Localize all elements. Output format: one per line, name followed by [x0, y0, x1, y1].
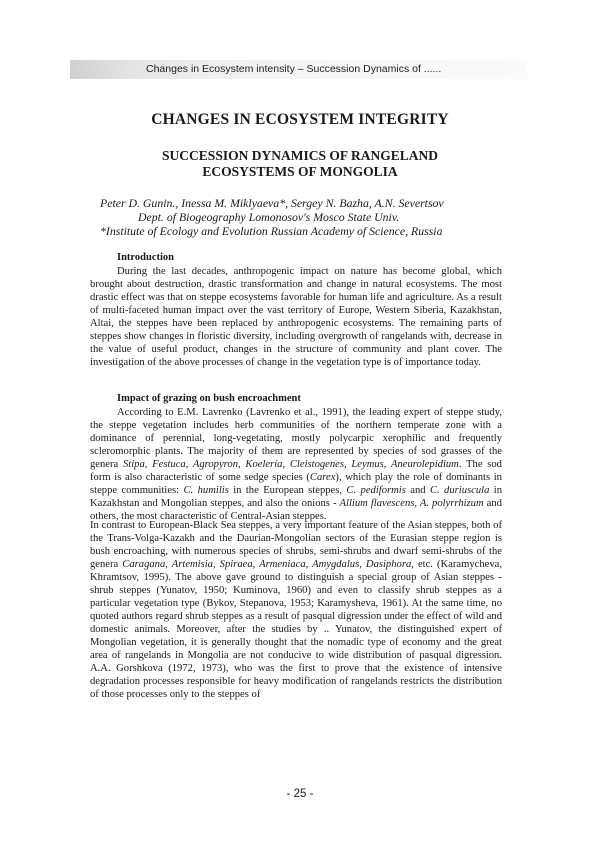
section-heading-grazing: Impact of grazing on bush encroachment [117, 393, 301, 404]
paper-title: CHANGES IN ECOSYSTEM INTEGRITY [151, 111, 449, 128]
affiliation-1: Dept. of Biogeography Lomonosov's Mosco State Univ. [138, 210, 400, 224]
affiliation-2: *Institute of Ecology and Evolution Russian Academy of Science, Russia [100, 224, 443, 238]
running-head: Changes in Ecosystem intensity – Succession Dynamics of ...... [146, 63, 442, 75]
page-number: - 25 - [286, 788, 314, 800]
paper-subtitle-line-2: ECOSYSTEMS OF MONGOLIA [202, 164, 398, 179]
paper-subtitle-line-1: SUCCESSION DYNAMICS OF RANGELAND [162, 148, 438, 163]
section-paragraph-2: In contrast to European-Black Sea steppes, a very important feature of the Asian steppes, both of the Trans-Volga-Kazakh and the Daurian-Mongolian sectors of the Eurasian steppe region is bush encroaching, with numerous species of shrubs, semi-shrubs and dwarf semi-shrubs of the genera Caragana, Artemisia, Spiraea, Armeniaca, Amygdalus, Dasiphora, etc. (Karamycheva, Khramtsov, 1995). The above gave ground to distinguish a special group of Asian steppes - shrub steppes (Yunatov, 1950; Kuminova, 1960) and even to classify shrub steppes as a particular vegetation type (Bykov, Stepanova, 1953; Karamysheva, 1961). At the same time, no quoted authors regard shrub steppes as a result of pasqual digression under the effect of wild and domestic animals. Moreover, after the studies by .. Yunatov, the distinguished expert of Mongolian vegetation, it is generally thought that the nomadic type of economy and the great area of rangelands in Mongolia are not conducive to wide distribution of pasqual digression. A.A. Gorshkova (1972, 1973), who was the first to prove that the existence of intensive degradation processes responsible for heavy modification of rangelands restricts the distribution of those processes only to the steppes of [90, 520, 502, 700]
section-paragraph-1: According to E.M. Lavrenko (Lavrenko et al., 1991), the leading expert of steppe study, the steppe vegetation includes herb communities of the northern temperate zone with a dominance of perennial, long-vegetating, mostly polycarpic xerophilic and frequently scleromorphic plants. The majority of them are represented by species of sod grasses of the genera Stipa, Festuca, Agropyron, Koeleria, Cleistogenes, Leymus, Aneurolepidium. The sod form is also characteristic of some sedge species (Carex), which play the role of dominants in steppe communities: C. humilis in the European steppes, C. pediformis and C. duriuscula in Kazakhstan and Mongolian steppes, and also the onions - Allium flavescens, A. polyrrhizum and others, the most characteristic of Central-Asian steppes. [90, 407, 503, 522]
introduction-paragraph: During the last decades, anthropogenic impact on nature has become global, which brought about destruction, drastic transformation and change in natural ecosystems. The most drastic effect was that on steppe ecosystems favorable for human life and agriculture. As a result of multi-faceted human impact over the vast territory of Europe, Western Siberia, Kazakhstan, Altai, the steppes have been replaced by anthropogenic ecosystems. The remaining parts of steppes show changes in floristic diversity, including overgrowth of rangelands with, decrease in the value of useful product, changes in the structure of community and plant cover. The investigation of the above processes of change in the vegetation type is of importance today. [90, 266, 502, 368]
introduction-heading: Introduction [117, 252, 174, 263]
authors: Peter D. Gunin., Inessa M. Miklyaeva*, Sergey N. Bazha, A.N. Severtsov [100, 196, 444, 210]
